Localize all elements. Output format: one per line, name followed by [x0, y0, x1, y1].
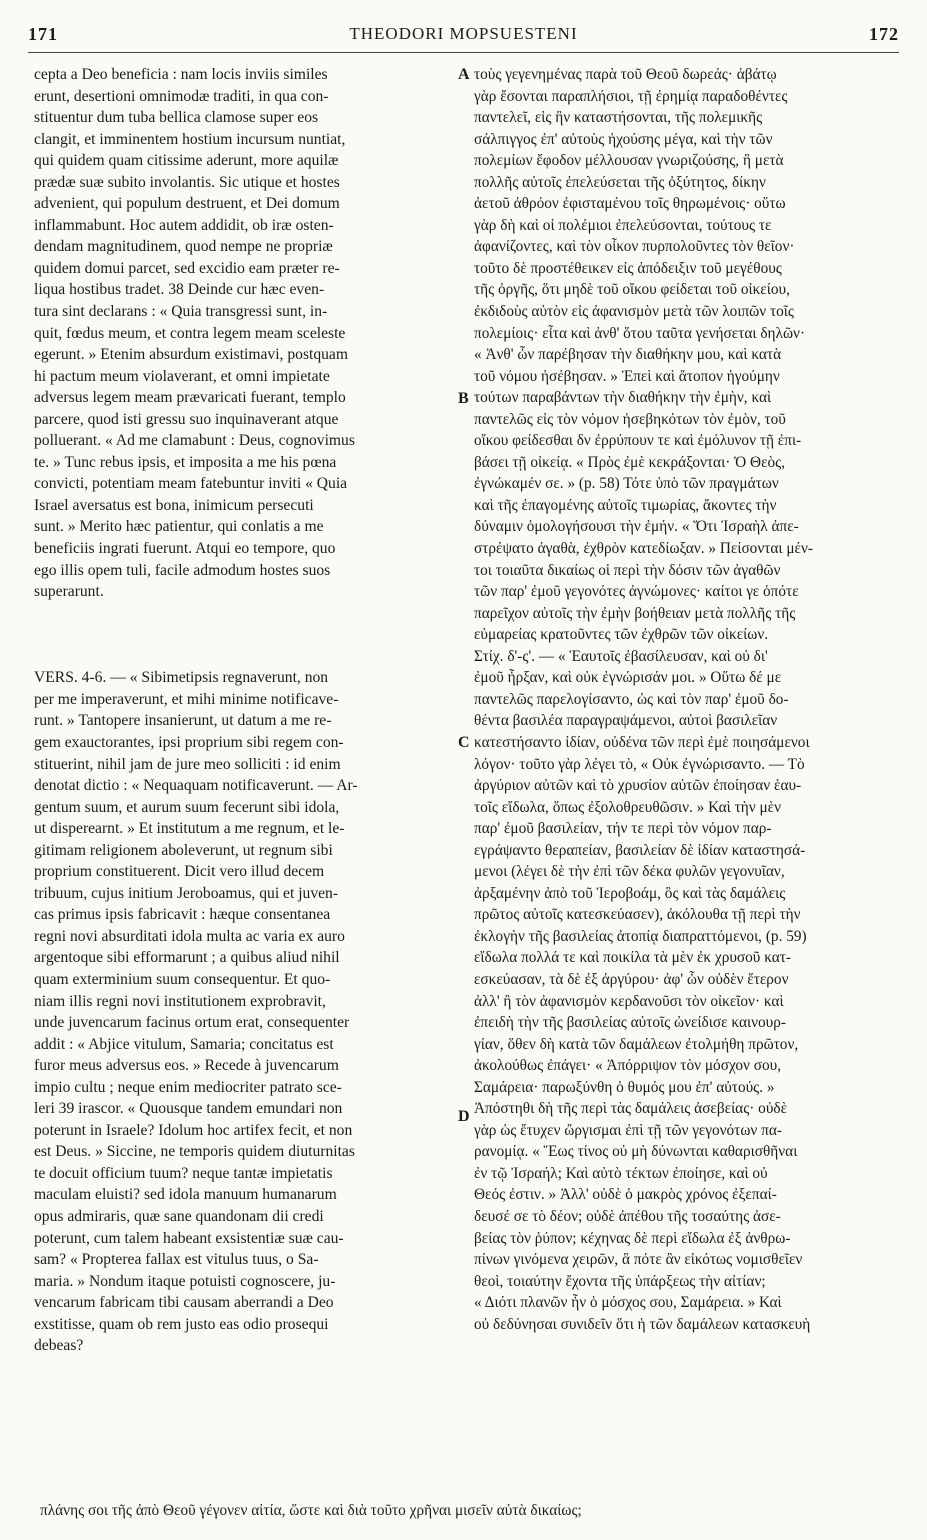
greek-text-line: εἴδωλα πολλά τε καὶ ποικίλα τὰ μὲν ἐκ χρυσοῦ κατ- — [474, 949, 792, 967]
latin-text-line: adversus legem meam prævaricati fuerant, templo — [34, 389, 346, 407]
latin-text-line: polluerant. « Ad me clamabunt : Deus, cognovimus — [34, 432, 355, 450]
latin-text-line: poterunt, cum talem habeant exsistentiæ suæ cau- — [34, 1229, 344, 1247]
latin-text-line: te docuit officium tuum? neque tantæ impietatis — [34, 1164, 333, 1182]
greek-text-line: γὰρ ἔσονται παραπλήσιοι, τῇ ἐρημίᾳ παραδοθέντες — [474, 87, 788, 105]
greek-text-line: εγράψαντο θεραπείαν, βασιλείαν δὲ ἰδίαν καταστησά- — [474, 841, 806, 859]
latin-text-line: denotat dictio : « Nequaquam notificaverunt. — Ar- — [34, 777, 358, 795]
latin-text-line: egerunt. » Etenim absurdum existimavi, postquam — [34, 346, 348, 364]
greek-text-line: ἐγνώκαμέν σε. » (p. 58) Τότε ὑπὸ τῶν πραγμάτων — [474, 475, 779, 493]
page-number-right: 172 — [869, 24, 899, 44]
greek-text-line: βάσει τῇ οἰκείᾳ. « Πρὸς ἐμὲ κεκράξονται· Ὁ Θεὸς, — [474, 453, 786, 471]
latin-text-line: ut disperearnt. » Et institutum a me regnum, et le- — [34, 820, 345, 838]
latin-text-line: runt. » Tantopere insanierunt, ut datum a me re- — [34, 712, 332, 730]
latin-text-line — [34, 624, 454, 646]
latin-text-line: hi pactum meum violaverant, et omni impietate — [34, 367, 330, 385]
latin-text-line: te. » Tunc rebus ipsis, et imposita a me his pœna — [34, 453, 337, 471]
latin-text-line: addit : « Abjice vitulum, Samaria; concitatus est — [34, 1035, 334, 1053]
greek-text-line: « Διότι πλανῶν ἦν ὁ μόσχος σου, Σαμάρεια. » Καὶ — [474, 1294, 782, 1312]
latin-text-line — [34, 646, 454, 668]
latin-text-line: impio cultu ; neque enim mediocriter patrato sce- — [34, 1078, 342, 1096]
page-number-left: 171 — [28, 24, 58, 44]
greek-text-line: « Ἀνθ' ὧν παρέβησαν τὴν διαθήκην μου, καὶ κατὰ — [474, 346, 782, 364]
latin-text-line: stituerint, nihil jam de jure meo solliciti : id enim — [34, 755, 341, 773]
latin-text-line: opus admiraris, quæ sane quandonam dii credi — [34, 1207, 324, 1225]
greek-text-line: εὐμαρείας κρατοῦντες τῶν ἐχθρῶν τῶν οἰκείων. — [474, 626, 769, 644]
greek-text-line: οἴκου φείδεσθαι δν ἐρρύπουν τε καὶ ἐμόλυνον τῇ ἐπι- — [474, 432, 802, 450]
greek-text-line: γὰρ ὡς ἔτυχεν ὤργισμαι ἐπὶ τῇ τῶν γεγονότων πα- — [474, 1121, 782, 1139]
greek-text-line: καὶ τῆς ἐπαγομένης αὐτοῖς τιμωρίας, ἄκοντες τὴν — [474, 496, 777, 514]
greek-text-line: τούτων παραβάντων τὴν διαθήκην τὴν ἐμὴν, καὶ — [474, 389, 772, 407]
greek-text-line: τοι τοιαῦτα δικαίως οἱ περὶ τὴν δόσιν τῶν ἀγαθῶν — [474, 561, 781, 579]
latin-text-line: prædæ suæ subito involantis. Sic utique et hostes — [34, 173, 340, 191]
greek-text-line: παντελῶς εἰς τὸν νόμον ἠσεβηκότων τὸν ἐμὸν, τοῦ — [474, 410, 786, 428]
greek-text-line: Σαμάρεια· παρωξύνθη ὁ θυμός μου ἐπ' αὐτούς. » — [474, 1078, 775, 1096]
greek-text-line: πολεμίοις· εἶτα καὶ ἀνθ' ὅτου ταῦτα γενήσεται δηλῶν· — [474, 324, 806, 342]
latin-text-line: quit, fœdus meum, et contra legem meam scelestе — [34, 324, 346, 342]
latin-text-line: dendam magnitudinem, quod nempe ne propriæ — [34, 238, 333, 256]
greek-text-line: ρανομίᾳ. « Ἕως τίνος οὐ μὴ δύνωνται καθαρισθῆναι — [474, 1143, 798, 1161]
greek-text-line: θεοὶ, τοιαύτην ἔχοντα τῆς ὑπάρξεως τὴν αἰτίαν; — [474, 1272, 766, 1290]
latin-text-line: beneficiis ingrati fuerunt. Atqui eo tempore, quo — [34, 540, 336, 558]
greek-text-line: πρῶτος αὐτοῖς κατεσκεύασεν), ἀκόλουθα τῇ περὶ τὴν — [474, 906, 801, 924]
greek-text-line: Στίχ. δ'-ς'. — « Ἑαυτοῖς ἐβασίλευσαν, καὶ οὐ δι' — [474, 647, 768, 665]
latin-text-line: gentum suum, et aurum suum fecerunt sibi idola, — [34, 798, 340, 816]
greek-text-line: Θεός ἐστιν. » Ἀλλ' οὐδὲ ὁ μακρὸς χρόνος ἐξεπαί- — [474, 1186, 777, 1204]
greek-text-line: ἀκολούθως ἐπάγει· « Ἀπόρριψον τὸν μόσχον σου, — [474, 1057, 782, 1075]
section-marker-a: A — [458, 66, 470, 83]
greek-text-line: μενοι (λέγει δὲ τὴν ἐπὶ τῶν δέκα φυλῶν γεγονυῖαν, — [474, 863, 785, 881]
latin-text-line: convicti, potentiam meam fatebuntur inviti « Quia — [34, 475, 348, 493]
greek-text-line: παρ' ἐμοῦ βασιλείαν, τήν τε περὶ τὸν νόμον παρ- — [474, 820, 772, 838]
greek-text-line: κατεστήσαντο ἰδίαν, οὐδένα τῶν περὶ ἐμὲ ποιησάμενοι — [474, 733, 810, 751]
section-marker-b: B — [458, 390, 469, 407]
greek-text-line: δύναμιν ὁμολογήσουσι τὴν ἐμήν. « Ὅτι Ἰσραὴλ ἀπε- — [474, 518, 799, 536]
latin-text-line: maria. » Nondum itaque potuisti cognoscere, ju- — [34, 1272, 336, 1290]
latin-text-line: Israel aversatus est bona, inimicum persecuti — [34, 496, 314, 514]
latin-text-line: erunt, desertioni omnimodæ traditi, in qua con- — [34, 87, 329, 105]
latin-text-line: tribuum, cujus initium Jeroboamus, qui et juven- — [34, 884, 339, 902]
greek-text-line: παντελῶς παρελογίσαντο, ὡς καὶ τὸν παρ' ἐμοῦ δο- — [474, 690, 789, 708]
latin-text-line: furor meus adversus eos. » Recede à juvencarum — [34, 1057, 339, 1075]
running-header — [28, 22, 899, 53]
section-marker-d: D — [458, 1108, 470, 1125]
greek-text-line: τοῦτο δὲ προστέθεικεν εἰς ἀπόδειξιν τοῦ μεγέθους — [474, 259, 782, 277]
latin-text-line: VERS. 4-6. — « Sibimetipsis regnaverunt, non — [34, 669, 329, 687]
latin-text-line: quam exterminium suum consequentur. Et quo- — [34, 970, 331, 988]
greek-text-line: παντελεῖ, εἰς ἣν καταστήσονται, τῆς πολεμικῆς — [474, 109, 763, 127]
latin-text-line: debeas? — [34, 1337, 84, 1355]
greek-text-line: ἀετοῦ ἀθρόον ἐφισταμένου τοῖς θηρωμένοις· οὕτω — [474, 195, 786, 213]
greek-text-line: θέντα βασιλέα παραγραψάμενοι, αὐτοὶ βασιλεῖαν — [474, 712, 778, 730]
greek-continuation-line: πλάνης σοι τῆς ἀπὸ Θεοῦ γέγονεν αἰτία, ὥστε καὶ διὰ τοῦτο χρῆναι μισεῖν αὐτὰ δικαίως; — [40, 1502, 582, 1519]
greek-text-line: ἀρξαμένην ἀπὸ τοῦ Ἱεροβοάμ, ὃς καὶ τὰς δαμάλεις — [474, 884, 786, 902]
latin-text-line: gem exauctorantes, ipsi proprium sibi regem con- — [34, 733, 344, 751]
greek-text-line: Ἀπόστηθι δὴ τῆς περὶ τὰς δαμάλεις ἀσεβείας· οὐδὲ — [474, 1100, 788, 1118]
latin-text-line: cepta a Deo beneficia : nam locis inviis similes — [34, 66, 328, 83]
greek-text-line: ἐκδιδοὺς αὐτὸν εἰς ἀφανισμὸν μετὰ τῶν λοιπῶν τοῖς — [474, 303, 794, 321]
latin-text-line: quidem domui parcet, sed excidio eam præter re- — [34, 259, 340, 277]
latin-text-line: argentoque sibi efformarunt ; a quibus aliud nihil — [34, 949, 340, 967]
latin-text-line: ego illis opem tuli, facile admodum hostes suos — [34, 561, 331, 579]
latin-text-line: sunt. » Merito hæc patientur, qui conlatis a me — [34, 518, 324, 536]
greek-text-line: ἐμοῦ ἦρξαν, καὶ οὐκ ἐγνώρισάν μοι. » Οὕτω δέ με — [474, 669, 782, 687]
latin-text-line: inflammabunt. Hoc autem addidit, ob iræ osten- — [34, 216, 334, 234]
latin-text-line: unde juvencarum facinus ortum erat, consequenter — [34, 1014, 350, 1032]
latin-text-line: leri 39 irascor. « Quousque tandem emundari non — [34, 1100, 343, 1118]
greek-text-line: πίνων γινόμενα χειρῶν, ἃ πότε ἂν εἰκότως νομισθεῖεν — [474, 1251, 803, 1269]
latin-text-line: est Deus. » Siccine, ne temporis quidem diuturnitas — [34, 1143, 355, 1161]
latin-text-line: advenient, qui populum destruent, et Dei domum — [34, 195, 340, 213]
greek-text-line: εσκεύασαν, τὰ δὲ ἐξ ἀργύρου· ἀφ' ὧν οὐδὲν ἕτερον — [474, 970, 789, 988]
latin-text-line: per me imperaverunt, et mihi minime notificave- — [34, 690, 339, 708]
running-title: THEODORI MOPSUESTENI — [349, 24, 578, 43]
greek-text-line: βείας τὸν ῥύπον; κέχηνας δὲ περὶ εἴδωλα ἐξ ἀνθρω- — [474, 1229, 791, 1247]
latin-text-line: liqua hostibus tradet. 38 Deinde cur hæc even- — [34, 281, 325, 299]
greek-text-line: γίαν, ὅθεν δὴ κατὰ τῶν δαμάλεων ἐτολμήθη πρῶτον, — [474, 1035, 799, 1053]
latin-text-line: clangit, et imminentem hostium incursum nuntiat, — [34, 130, 346, 148]
greek-text-line: στρέψατο ἀγαθὰ, ἐχθρὸν κατεδίωξαν. » Πείσονται μέν- — [474, 540, 813, 558]
latin-text-line: qui quidem quam citissime aderunt, more aquilæ — [34, 152, 339, 170]
latin-text-line: vencarum fabricam tibi causam aberrandi a Deo — [34, 1294, 334, 1312]
latin-text-line: regni novi absurditati idola multa ac varia ex auro — [34, 927, 345, 945]
latin-text-line: cas primus ipsis fabricavit : hæque consentanea — [34, 906, 331, 924]
greek-text-line: ἐν τῷ Ἰσραήλ; Καὶ αὐτὸ τέκτων ἐποίησε, καὶ οὐ — [474, 1164, 768, 1182]
latin-text-line: parcere, quod isti gressu suo inquinaverant atque — [34, 410, 339, 428]
greek-text-line: πολλῆς αὐτοῖς ἐπελεύσεται τῆς ὀξύτητος, δίκην — [474, 173, 766, 191]
greek-text-line: παρεῖχον αὐτοῖς τὴν ἐμὴν βοήθειαν μετὰ πολλῆς τῆς — [474, 604, 796, 622]
greek-column — [474, 64, 900, 1335]
greek-text-line: τοῦ νόμου ἠσέβησαν. » Ἐπεὶ καὶ ἄτοπον ἡγούμην — [474, 367, 780, 385]
latin-text-line: exstitisse, quam ob rem justo eas odio prosequi — [34, 1315, 329, 1333]
latin-text-line: superarunt. — [34, 583, 104, 601]
latin-text-line: gitimam religionem aboleverunt, ut regnum sibi — [34, 841, 333, 859]
latin-text-line — [34, 603, 454, 625]
greek-text-line: σάλπιγγος ἐπ' αὐτοὺς ἠχούσης μέγα, καὶ τὴν τῶν — [474, 130, 773, 148]
greek-text-line: γὰρ δὴ καὶ οἱ πολέμιοι ἐπελεύσονται, τούτους τε — [474, 216, 772, 234]
greek-text-line: τοῖς εἴδωλα, ὅπως ἐξολοθρευθῶσιν. » Καὶ τὴν μὲν — [474, 798, 782, 816]
latin-text-line: sam? « Propterea fallax est vitulus tuus, o Sa- — [34, 1251, 319, 1269]
greek-text-line: δευσέ σε τὸ δέον; οὐδὲ ἀπέθου τῆς τοσαύτης ἀσε- — [474, 1207, 781, 1225]
greek-text-line: ἐκλογὴν τῆς βασιλείας ἀτοπίᾳ διαπραττόμενοι, (p. 59) — [474, 927, 807, 945]
latin-text-line: niam illis regni novi institutionem exprobravit, — [34, 992, 326, 1010]
section-marker-c: C — [458, 734, 470, 751]
greek-text-line: τῶν παρ' ἐμοῦ γεγονότες ἀγνώμονες· καίτοι γε ὁπότε — [474, 583, 799, 601]
greek-text-line: ἀφανίζοντες, καὶ τὸν οἶκον πυρπολοῦντες τὸν θεῖον· — [474, 238, 795, 256]
latin-text-line: tura sint declarans : « Quia transgressi sunt, in- — [34, 303, 328, 321]
latin-text-line: poterunt in Israele? Idolum hoc artifex fecit, et non — [34, 1121, 353, 1139]
latin-text-line: maculam eluisti? sed idola manuum humanarum — [34, 1186, 337, 1204]
greek-text-line: πολεμίων ἔφοδον μέλλουσαν γνωριζούσης, ἣ μετὰ — [474, 152, 784, 170]
greek-text-line: ἀργύριον αὐτῶν καὶ τὸ χρυσίον αὐτῶν ἐποίησαν ἑαυ- — [474, 777, 802, 795]
greek-text-line: ἐπειδὴ τὴν τῆς βασιλείας αὐτοῖς ὠνείδισε καινουρ- — [474, 1014, 786, 1032]
latin-text-line: stituentur dum tuba bellica clamose super eos — [34, 109, 319, 127]
latin-text-line: proprium constituerent. Dicit vero illud decem — [34, 863, 325, 881]
latin-column — [34, 64, 454, 1357]
greek-text-line: οὐ δεδύνησαι συνιδεῖν ὅτι ἡ τῶν δαμάλεων κατασκευὴ — [474, 1315, 811, 1333]
greek-text-line: λόγον· τοῦτο γὰρ λέγει τὸ, « Οὐκ ἐγνώρισαντο. — Τὸ — [474, 755, 805, 773]
greek-text-line: τῆς ὀργῆς, ὅτι μηδὲ τοῦ οἴκου φείδεται τοῦ οἰκείου, — [474, 281, 790, 299]
greek-text-line: τοὺς γεγενημένας παρὰ τοῦ Θεοῦ δωρεάς· ἀβάτῳ — [474, 66, 777, 83]
greek-text-line: ἀλλ' ἢ τὸν ἀφανισμὸν κερδανοῦσι τὸν οἰκεῖον· καὶ — [474, 992, 784, 1010]
